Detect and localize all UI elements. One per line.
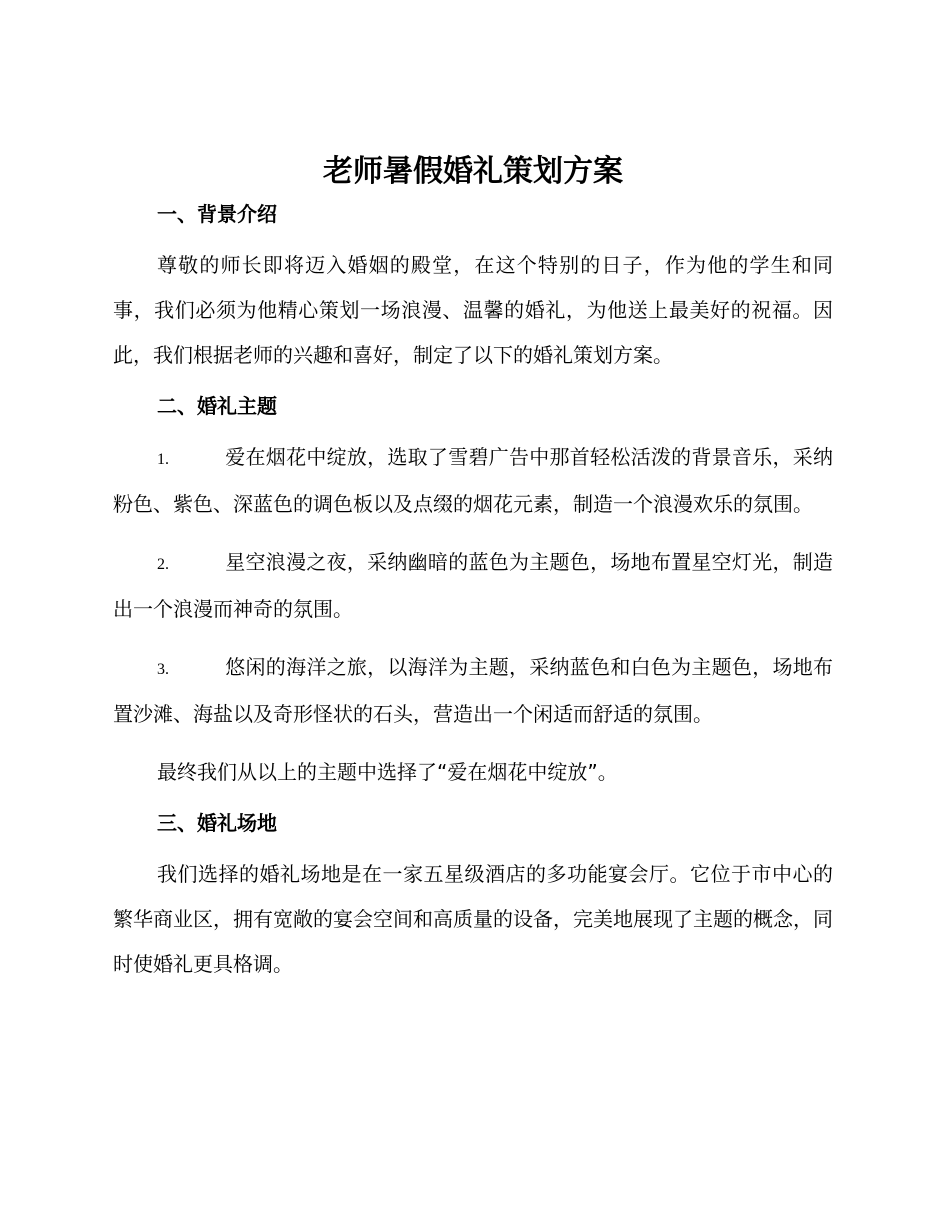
section-conclusion: 最终我们从以上的主题中选择了“爱在烟花中绽放”。: [157, 760, 618, 784]
list-item-text: 爱在烟花中绽放，选取了雪碧广告中那首轻松活泼的背景音乐，采纳粉色、紫色、深蓝色的调色板以及点缀的烟花元素，制造一个浪漫欢乐的氛围。: [113, 445, 833, 516]
section-theme: [113, 391, 833, 795]
list-item: [113, 540, 833, 632]
section-heading: 一、背景介绍: [157, 202, 277, 226]
list-item: [113, 435, 833, 527]
document-title: 老师暑假婚礼策划方案: [323, 154, 623, 189]
list-item-number: 1.: [157, 451, 169, 468]
section-paragraph: 我们选择的婚礼场地是在一家五星级酒店的多功能宴会厅。它位于市中心的繁华商业区，拥有宽敞的宴会空间和高质量的设备，完美地展现了主题的概念，同时使婚礼更具格调。: [113, 862, 833, 976]
document-page: [113, 150, 833, 987]
list-item-number: 3.: [157, 661, 169, 678]
list-item: [113, 645, 833, 737]
list-item-text: 悠闲的海洋之旅，以海洋为主题，采纳蓝色和白色为主题色，场地布置沙滩、海盐以及奇形怪状的石头，营造出一个闲适而舒适的氛围。: [113, 655, 833, 726]
section-background: [113, 199, 833, 378]
section-heading: 二、婚礼主题: [157, 394, 277, 418]
list-item-text: 星空浪漫之夜，采纳幽暗的蓝色为主题色，场地布置星空灯光，制造出一个浪漫而神奇的氛围。: [113, 550, 833, 621]
section-paragraph: 尊敬的师长即将迈入婚姻的殿堂，在这个特别的日子，作为他的学生和同事，我们必须为他精心策划一场浪漫、温馨的婚礼，为他送上最美好的祝福。因此，我们根据老师的兴趣和喜好，制定了以下的婚礼策划方案。: [113, 253, 833, 367]
list-item-number: 2.: [157, 556, 169, 573]
section-venue: [113, 808, 833, 987]
section-heading: 三、婚礼场地: [157, 811, 277, 835]
